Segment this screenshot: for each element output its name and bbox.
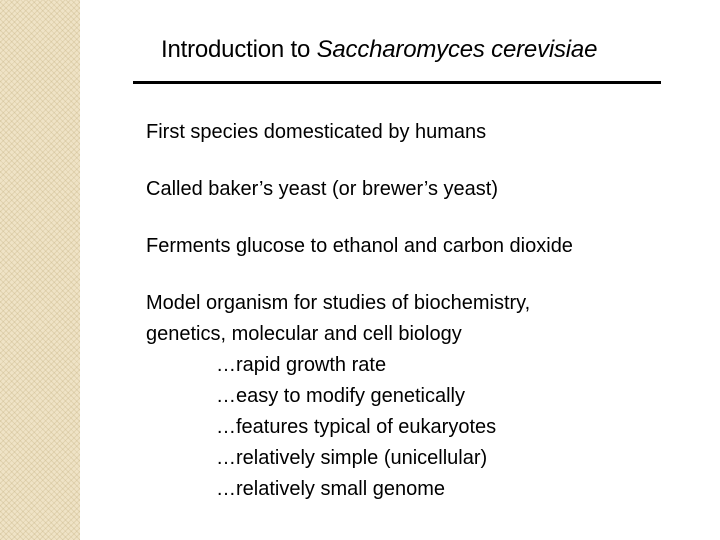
bullet-text: Ferments glucose to ethanol and carbon dioxide (146, 235, 573, 257)
title-prefix: Introduction to (161, 36, 317, 63)
decorative-side-band (0, 0, 80, 540)
feature-item: …relatively small genome (216, 478, 445, 500)
bullet-text: Called baker’s yeast (or brewer’s yeast) (146, 178, 499, 200)
bullet-point-2 (146, 174, 498, 205)
feature-item: …rapid growth rate (216, 354, 387, 376)
bullet-point-3 (146, 231, 573, 262)
bullet-text: First species domesticated by humans (146, 121, 487, 143)
title-species-name: Saccharomyces cerevisiae (316, 36, 598, 63)
model-organism-block (146, 288, 530, 505)
feature-item: …features typical of eukaryotes (216, 416, 497, 438)
model-line-1: Model organism for studies of biochemistry, (146, 292, 531, 314)
bullet-point-1 (146, 117, 486, 148)
feature-item: …easy to modify genetically (216, 385, 466, 407)
feature-item: …relatively simple (unicellular) (216, 447, 488, 469)
model-line-2: genetics, molecular and cell biology (146, 323, 462, 345)
title-underline (133, 81, 661, 84)
slide-title (161, 36, 597, 64)
